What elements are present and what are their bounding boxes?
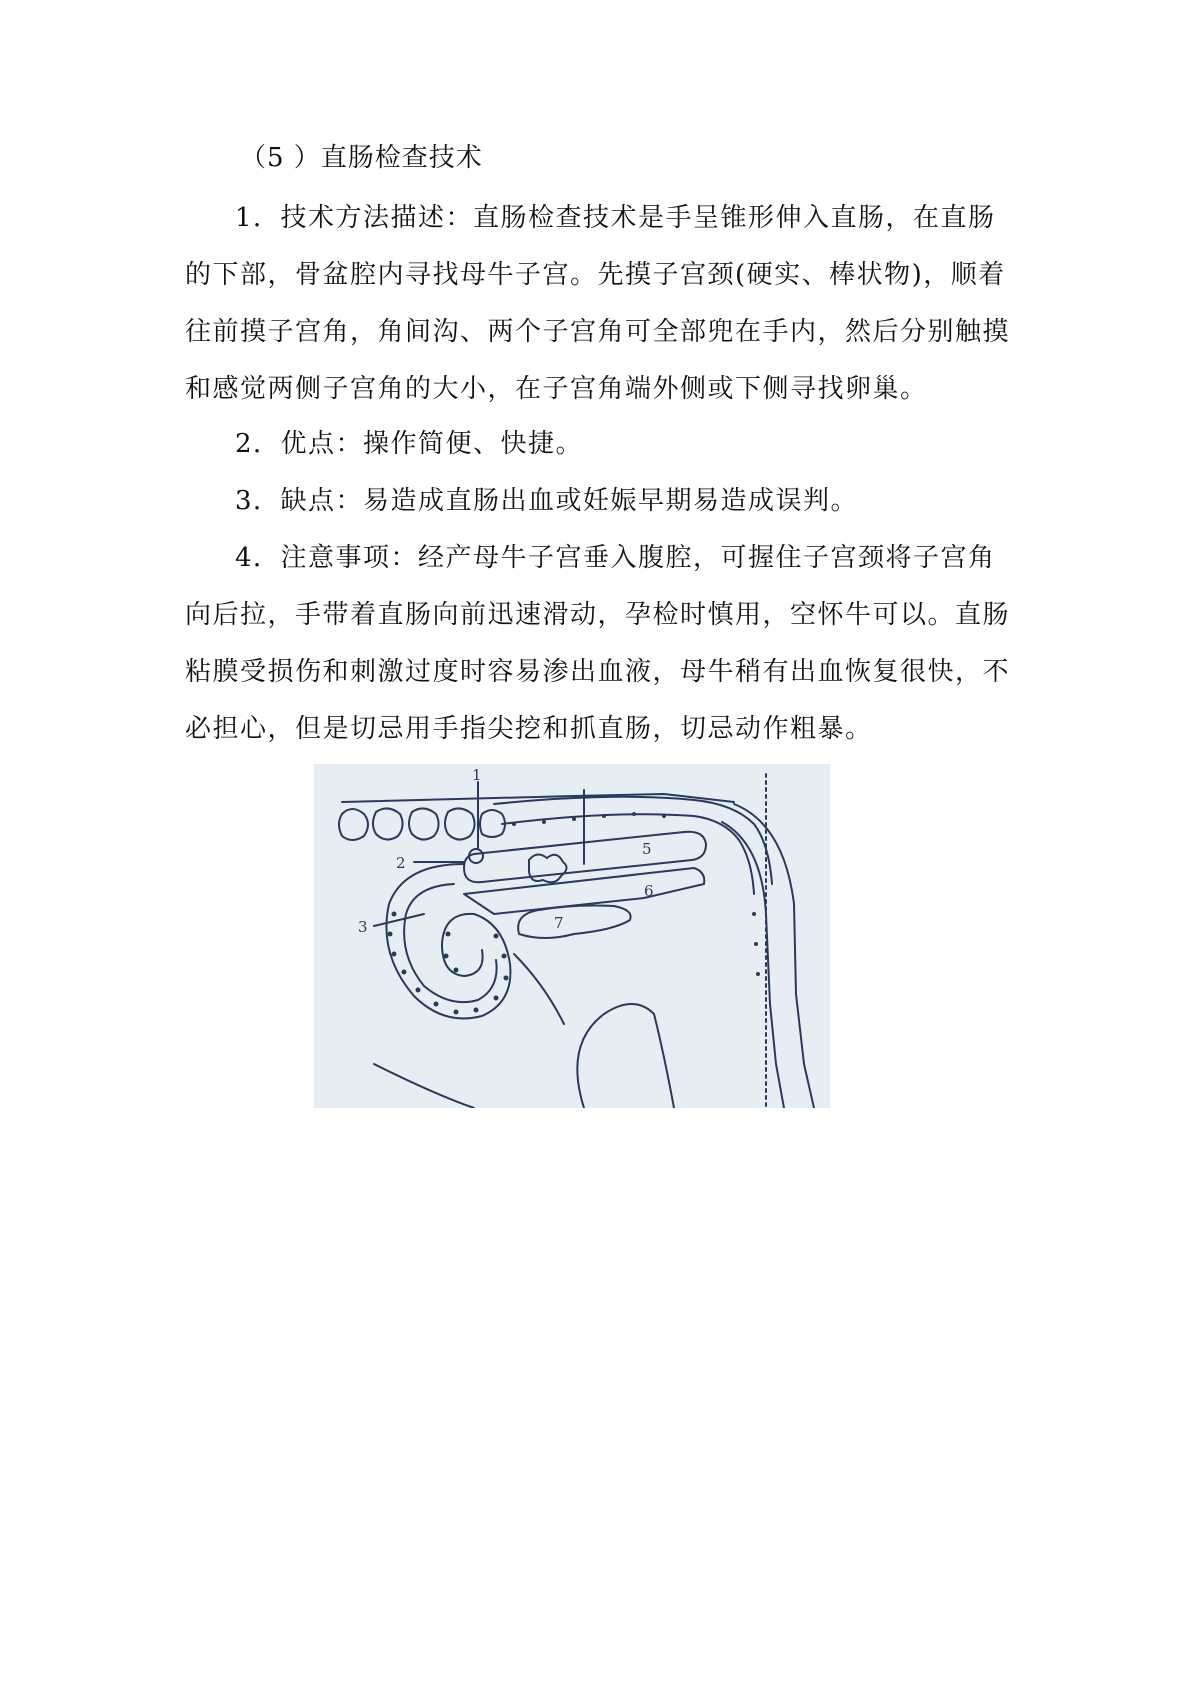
- item-1-line-3: 往前摸子宫角，角间沟、两个子宫角可全部兜在手内，然后分别触摸: [185, 317, 1011, 347]
- item-4-line-2: 向后拉，手带着直肠向前迅速滑动，孕检时慎用，空怀牛可以。直肠: [185, 600, 1011, 630]
- cervix: [464, 868, 704, 914]
- vertebra: [373, 808, 403, 839]
- ovary-cluster: [529, 854, 567, 882]
- tail-inner: [722, 822, 784, 1108]
- vertebra: [339, 809, 368, 840]
- anatomical-illustration: [314, 764, 830, 1108]
- body-contour: [514, 954, 564, 1024]
- figure-label-3: 3: [358, 918, 368, 936]
- section-heading: （5 ）直肠检查技术: [240, 143, 483, 173]
- sacrum-outline: [494, 797, 772, 884]
- ovary: [469, 849, 483, 863]
- figure-label-6: 6: [644, 882, 654, 900]
- item-4-line-1: 4．注意事项：经产母牛子宫垂入腹腔，可握住子宫颈将子宫角: [235, 543, 996, 573]
- figure-label-7: 7: [554, 914, 564, 932]
- item-4-line-4: 必担心，但是切忌用手指尖挖和抓直肠，切忌动作粗暴。: [185, 714, 873, 744]
- figure-label-5: 5: [642, 840, 652, 858]
- body-outline: [374, 1064, 474, 1108]
- leader-line-3: [374, 914, 424, 926]
- leg-outline: [577, 1004, 674, 1108]
- bladder: [518, 906, 630, 939]
- item-1-line-2: 的下部，骨盆腔内寻找母牛子宫。先摸子宫颈(硬实、棒状物)，顺着: [185, 260, 1006, 290]
- uterine-horn-inner: [404, 884, 496, 1002]
- vertebra: [445, 808, 475, 839]
- tail-outline: [734, 804, 814, 1108]
- figure-label-1: 1: [472, 766, 482, 784]
- vertebra: [409, 808, 439, 839]
- figure-label-2: 2: [396, 854, 406, 872]
- item-3-line-1: 3．缺点：易造成直肠出血或妊娠早期易造成误判。: [235, 486, 859, 516]
- item-1-line-4: 和感觉两侧子宫角的大小，在子宫角端外侧或下侧寻找卵巢。: [185, 374, 928, 404]
- item-1-line-1: 1．技术方法描述：直肠检查技术是手呈锥形伸入直肠，在直肠: [235, 203, 996, 233]
- item-4-line-3: 粘膜受损伤和刺激过度时容易渗出血液，母牛稍有出血恢复很快，不: [185, 657, 1011, 687]
- illustration-svg: [314, 764, 830, 1108]
- item-2-line-1: 2．优点：操作简便、快捷。: [235, 429, 584, 459]
